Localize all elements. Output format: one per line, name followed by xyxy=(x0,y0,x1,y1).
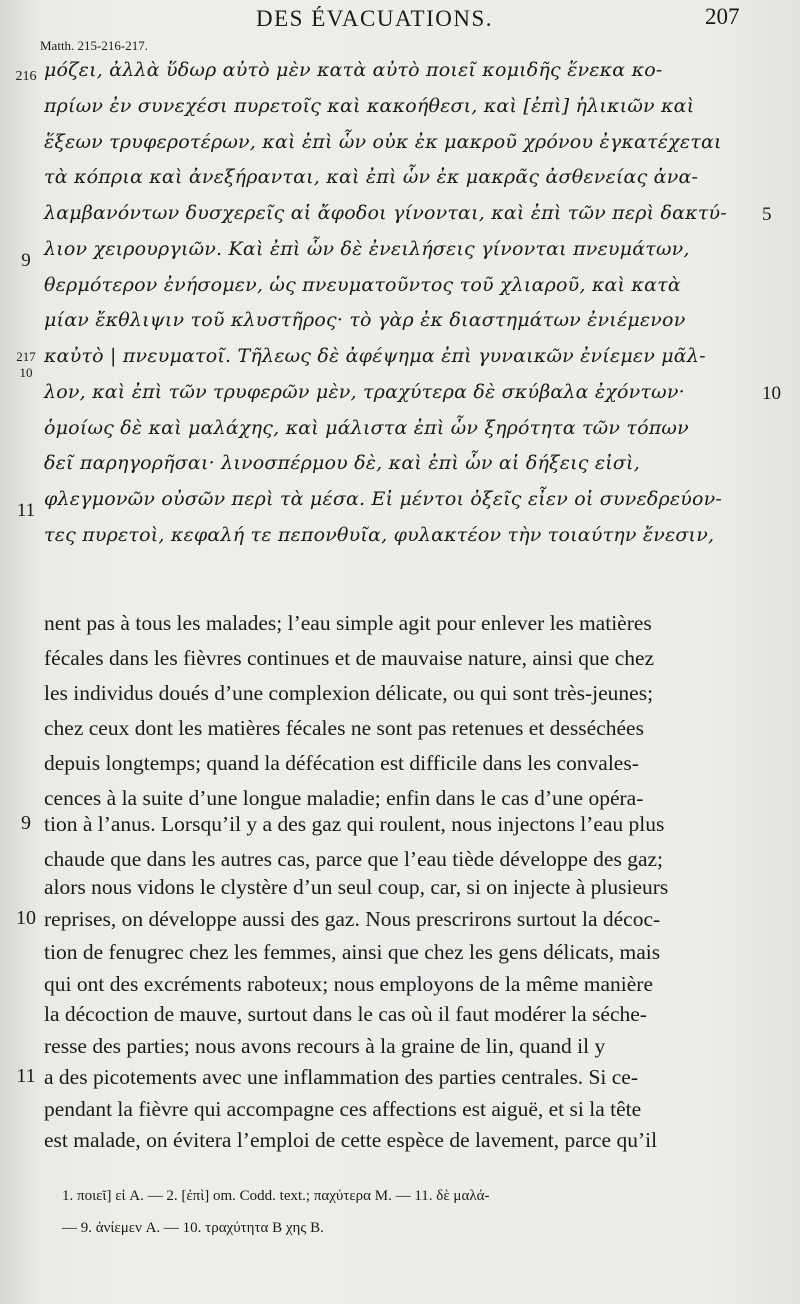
french-line-text: tion de fenugrec chez les femmes, ainsi que chez les gens délicats, mais xyxy=(44,940,661,964)
page-number: 207 xyxy=(705,4,740,29)
line-marker: 10 xyxy=(16,907,36,929)
greek-line-text: λαμβανόντων δυσχερεῖς αἱ ἄφοδοι γίνονται, καὶ ἐπὶ τῶν περὶ δακτύ- xyxy=(44,202,727,224)
french-line xyxy=(0,605,800,635)
greek-line xyxy=(0,409,800,439)
french-line xyxy=(0,934,800,964)
french-line xyxy=(0,996,800,1026)
greek-line-text: πρίων ἐν συνεχέσι πυρετοῖς καὶ κακοήθεσι, καὶ [ἐπὶ] ἡλικιῶν καὶ xyxy=(44,95,695,117)
french-line-text: fécales dans les fièvres continues et de mauvaise nature, ainsi que chez xyxy=(44,646,655,670)
french-line xyxy=(0,1059,800,1089)
greek-line xyxy=(0,123,800,153)
margin-line-number: 10 xyxy=(762,383,781,404)
french-line-text: tion à l’anus. Lorsqu’il y a des gaz qui roulent, nous injectons l’eau plus xyxy=(44,812,665,836)
greek-line xyxy=(0,301,800,331)
french-line-text: resse des parties; nous avons recours à la graine de lin, quand il y xyxy=(44,1034,606,1058)
french-line xyxy=(0,640,800,670)
greek-line-text: τες πυρετοὶ, κεφαλή τε πεπονθυῖα, φυλακτέον τὴν τοιαύτην ἔνεσιν, xyxy=(44,524,715,546)
footnote-line: — 9. ἀνίεμεν A. — 10. τραχύτητα B χης B. xyxy=(62,1220,324,1236)
line-marker: 216 xyxy=(15,69,37,84)
french-line xyxy=(0,1122,800,1152)
french-line-text: pendant la fièvre qui accompagne ces affections est aiguë, et si la tête xyxy=(44,1097,642,1121)
line-marker: 11 xyxy=(16,500,36,521)
french-line xyxy=(0,710,800,740)
greek-line-text: θερμότερον ἐνήσομεν, ὡς πνευματοῦντος τοῦ χλιαροῦ, καὶ κατὰ xyxy=(44,274,681,296)
greek-line xyxy=(0,444,800,474)
french-line-text: alors nous vidons le clystère d’un seul coup, car, si on injecte à plusieurs xyxy=(44,875,669,899)
greek-line-text: μόζει, ἀλλὰ ὕδωρ αὐτὸ μὲν κατὰ αὐτὸ ποιεῖ κομιδῆς ἕνεκα κο- xyxy=(44,59,663,81)
french-line-text: cences à la suite d’une longue maladie; enfin dans le cas d’une opéra- xyxy=(44,786,644,810)
margin-line-number: 5 xyxy=(762,204,772,225)
french-line xyxy=(0,675,800,705)
greek-line xyxy=(0,87,800,117)
greek-line-text: λον, καὶ ἐπὶ τῶν τρυφερῶν μὲν, τραχύτερα δὲ σκύβαλα ἐχόντων· xyxy=(44,381,685,403)
greek-line-text: δεῖ παρηγορῆσαι· λινοσπέρμου δὲ, καὶ ἐπὶ ὧν αἱ δήξεις εἰσὶ, xyxy=(44,452,640,474)
greek-line xyxy=(0,266,800,296)
greek-line-text: ἕξεων τρυφεροτέρων, καὶ ἐπὶ ὧν οὐκ ἐκ μακροῦ χρόνου ἐγκατέχεται xyxy=(44,131,722,153)
french-line-text: chaude que dans les autres cas, parce que l’eau tiède développe des gaz; xyxy=(44,847,664,871)
french-line-text: chez ceux dont les matières fécales ne sont pas retenues et desséchées xyxy=(44,716,644,740)
running-title: DES ÉVACUATIONS. xyxy=(256,6,493,31)
running-header xyxy=(0,4,800,38)
line-marker: 11 xyxy=(16,1065,36,1087)
greek-line xyxy=(0,373,800,403)
french-line-text: reprises, on développe aussi des gaz. Nous prescrirons surtout la décoc- xyxy=(44,907,661,931)
greek-line-text: καὐτὸ | πνευματοῖ. Τῆλεως δὲ ἀφέψημα ἐπὶ γυναικῶν ἐνίεμεν μᾶλ- xyxy=(44,345,706,367)
greek-line-text: ὁμοίως δὲ καὶ μαλάχης, καὶ μάλιστα ἐπὶ ὧν ξηρότητα τῶν τόπων xyxy=(44,417,689,439)
greek-line xyxy=(0,52,800,82)
greek-line xyxy=(0,337,800,380)
greek-line xyxy=(0,194,800,224)
greek-line-text: τὰ κόπρια καὶ ἀνεξήρανται, καὶ ἐπὶ ὧν ἐκ μακρᾶς ἀσθενείας ἀνα- xyxy=(44,166,699,188)
french-line-text: a des picotements avec une inflammation des parties centrales. Si ce- xyxy=(44,1065,639,1089)
greek-line-text: μίαν ἔκθλιψιν τοῦ κλυστῆρος· τὸ γὰρ ἐκ διαστημάτων ἐνιέμενον xyxy=(44,309,686,331)
greek-line xyxy=(0,230,800,271)
french-line-text: depuis longtemps; quand la défécation est difficile dans les convales- xyxy=(44,751,639,775)
french-line xyxy=(0,1091,800,1121)
french-line-text: les individus doués d’une complexion délicate, ou qui sont très-jeunes; xyxy=(44,681,654,705)
manuscript-reference: Matth. 215-216-217. xyxy=(40,38,148,53)
line-marker: 9 xyxy=(21,812,31,834)
french-line-text: est malade, on évitera l’emploi de cette espèce de lavement, parce qu’il xyxy=(44,1128,658,1152)
french-line xyxy=(0,841,800,871)
french-line xyxy=(0,869,800,899)
french-line xyxy=(0,745,800,775)
greek-line xyxy=(0,158,800,188)
french-line-text: la décoction de mauve, surtout dans le cas où il faut modérer la séche- xyxy=(44,1002,647,1026)
line-marker: 217 10 xyxy=(16,349,36,380)
french-line xyxy=(0,1028,800,1058)
line-marker: 9 xyxy=(21,250,31,271)
french-line xyxy=(0,966,800,996)
french-line-text: qui ont des excréments raboteux; nous employons de la même manière xyxy=(44,972,653,996)
greek-line xyxy=(0,480,800,521)
greek-line xyxy=(0,516,800,546)
footnote-line: 1. ποιεῖ] εἰ A. — 2. [ἐπὶ] om. Codd. text.; παχύτερα M. — 11. δὲ μαλά- xyxy=(62,1188,490,1204)
french-line xyxy=(0,901,800,931)
french-line xyxy=(0,806,800,836)
french-line-text: nent pas à tous les malades; l’eau simple agit pour enlever les matières xyxy=(44,611,652,635)
greek-line-text: λιον χειρουργιῶν. Καὶ ἐπὶ ὧν δὲ ἐνειλήσεις γίνονται πνευμάτων, xyxy=(44,238,690,260)
greek-line-text: φλεγμονῶν οὐσῶν περὶ τὰ μέσα. Εἰ μέντοι ὀξεῖς εἶεν οἱ συνεδρεύον- xyxy=(44,488,723,510)
